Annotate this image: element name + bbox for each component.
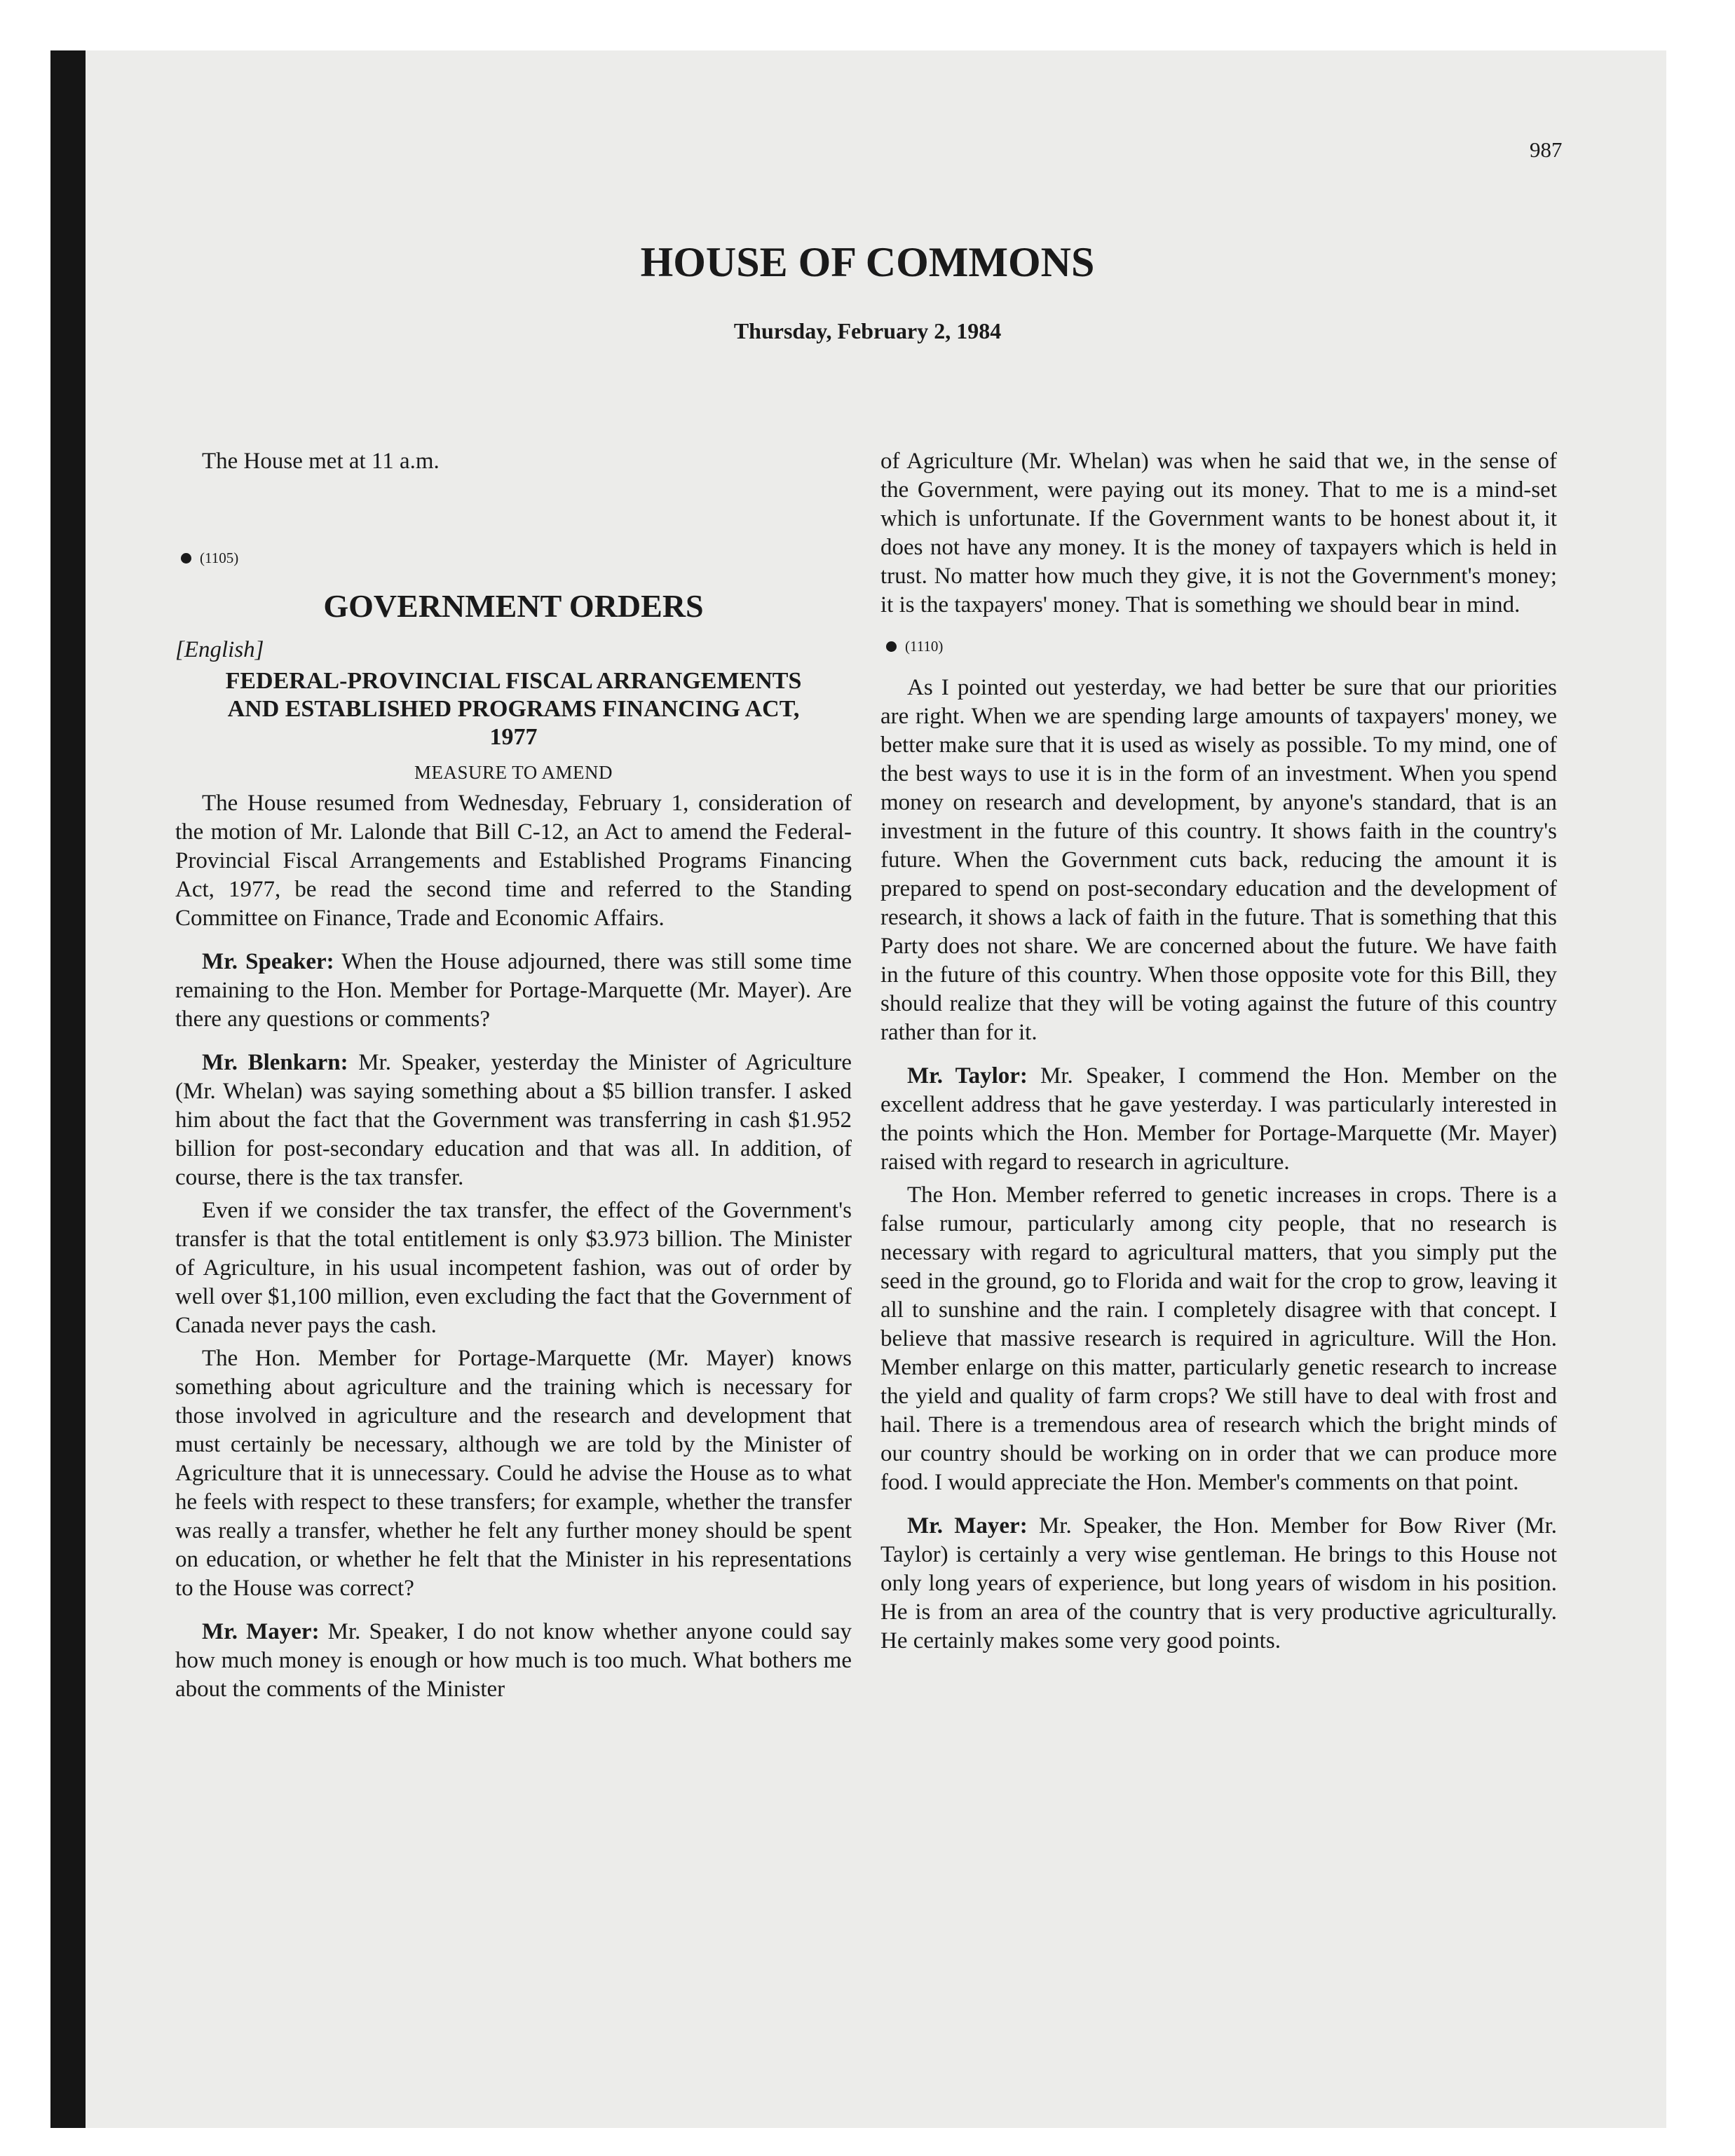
speaker-name: Mr. Speaker: <box>202 949 334 974</box>
paragraph: As I pointed out yesterday, we had better be sure that our priorities are right. When we are spending large amounts of taxpayers' money, we better make sure that it is used as wisely as possible. To my mind, one of the best ways to use it is in the form of an investment. When you spend money on research and development, by anyone's standard, that is an investment in the future of this country. It shows faith in the country's future. When the Government cuts back, reducing the amount it is prepared to spend on post-secondary education and the development of research, it shows a lack of faith in the future. That is something that this Party does not share. We are concerned about the future. We have faith in the future of this country. When those opposite vote for this Bill, they should realize that they will be voting against the future of this country rather than for it. <box>880 675 1557 1045</box>
paragraph: of Agriculture (Mr. Whelan) was when he said that we, in the sense of the Government, were paying out its money. That to me is a mind-set which is unfortunate. If the Government wants to be honest about it, it does not have any money. It is the money of taxpayers which is held in trust. No matter how much they give, it is not the Government's money; it is the taxpayers' money. That is something we should bear in mind. <box>880 449 1557 618</box>
section-heading: GOVERNMENT ORDERS <box>323 588 704 624</box>
sitting-date: Thursday, February 2, 1984 <box>733 318 1002 343</box>
speech-text: Mr. Speaker, I commend the Hon. Member on the excellent address that he gave yesterday. I was particularly interested in the points which the Hon. Member for Portage-Marquette (Mr. Mayer) raised with regard to research in agriculture. <box>880 1063 1557 1175</box>
speech <box>175 1049 852 1192</box>
language-tag: [English] <box>175 637 264 662</box>
speaker-name: Mr. Mayer: <box>202 1619 320 1644</box>
page-title: HOUSE OF COMMONS <box>640 239 1095 285</box>
bill-title-line: AND ESTABLISHED PROGRAMS FINANCING ACT, <box>227 696 800 722</box>
speech-text: Mr. Speaker, I do not know whether anyone could say how much money is enough or how much is too much. What bothers me about the comments of the Minister <box>175 1619 852 1702</box>
speech <box>880 1062 1557 1177</box>
right-column <box>880 447 1557 1656</box>
speech-text: Mr. Speaker, yesterday the Minister of Agriculture (Mr. Whelan) was saying something about a $5 billion transfer. I asked him about the fact that the Government was transferring in cash $1.952 billion for post-secondary education and that was all. In addition, of course, there is the tax transfer. <box>175 1050 852 1190</box>
speech-text: When the House adjourned, there was still some time remaining to the Hon. Member for Portage-Marquette (Mr. Mayer). Are there any questions or comments? <box>175 949 852 1032</box>
paragraph: The Hon. Member referred to genetic increases in crops. There is a false rumour, particularly among city people, that no research is necessary with regard to agricultural matters, that you simply put the seed in the ground, go to Florida and wait for the crop to grow, leaving it all to sunshine and the rain. I completely disagree with that concept. I believe that massive research is required in agriculture. Will the Hon. Member enlarge on this matter, particularly genetic research to increase the yield and quality of farm crops? We still have to deal with frost and hail. There is a tremendous area of research which the bright minds of our country should be working on in order that we can produce more food. I would appreciate the Hon. Member's comments on that point. <box>880 1182 1557 1495</box>
bill-title-line: FEDERAL-PROVINCIAL FISCAL ARRANGEMENTS <box>225 668 802 694</box>
house-met-line: The House met at 11 a.m. <box>202 449 440 474</box>
paragraph: Even if we consider the tax transfer, the effect of the Government's transfer is that the total entitlement is only $3.973 billion. The Minister of Agriculture, in his usual incompetent fashion, was out of order by well over $1,100 million, even excluding the fact that the Government of Canada never pays the cash. <box>175 1198 852 1338</box>
time-marker-label: (1105) <box>200 550 239 566</box>
scan-edge <box>50 50 86 2128</box>
speech <box>175 1618 852 1704</box>
speech-text: Mr. Speaker, the Hon. Member for Bow River (Mr. Taylor) is certainly a very wise gentleman. He brings to this House not only long years of experience, but long years of wisdom in his position. He is from an area of the country that is very productive agriculturally. He certainly makes some very good points. <box>880 1513 1557 1653</box>
bullet-icon <box>181 553 191 564</box>
page-number: 987 <box>1530 137 1563 162</box>
speaker-name: Mr. Mayer: <box>907 1513 1028 1538</box>
time-marker <box>880 632 1557 661</box>
speaker-name: Mr. Blenkarn: <box>202 1050 348 1075</box>
bullet-icon <box>886 641 897 652</box>
paragraph: The House resumed from Wednesday, February 1, consideration of the motion of Mr. Lalonde that Bill C-12, an Act to amend the Federal-Provincial Fiscal Arrangements and Established Programs Financing Act, 1977, be read the second time and referred to the Standing Committee on Finance, Trade and Economic Affairs. <box>175 791 852 931</box>
speaker-name: Mr. Taylor: <box>907 1063 1028 1089</box>
time-marker-label: (1110) <box>905 638 944 655</box>
time-marker <box>175 544 852 573</box>
bill-title <box>175 667 852 751</box>
bill-title-line: 1977 <box>489 724 538 750</box>
left-column <box>175 447 852 1704</box>
speech <box>175 948 852 1034</box>
measure-subheading: MEASURE TO AMEND <box>414 762 613 783</box>
speech <box>880 1512 1557 1656</box>
paragraph: The Hon. Member for Portage-Marquette (Mr. Mayer) knows something about agriculture and the training which is necessary for those involved in agriculture and the research and development that must certainly be necessary, although we are told by the Minister of Agriculture that it is unnecessary. Could he advise the House as to what he feels with respect to these transfers; for example, whether the transfer was really a transfer, whether he felt any further money should be spent on education, or whether he felt that the Minister in his representations to the House was correct? <box>175 1346 852 1601</box>
